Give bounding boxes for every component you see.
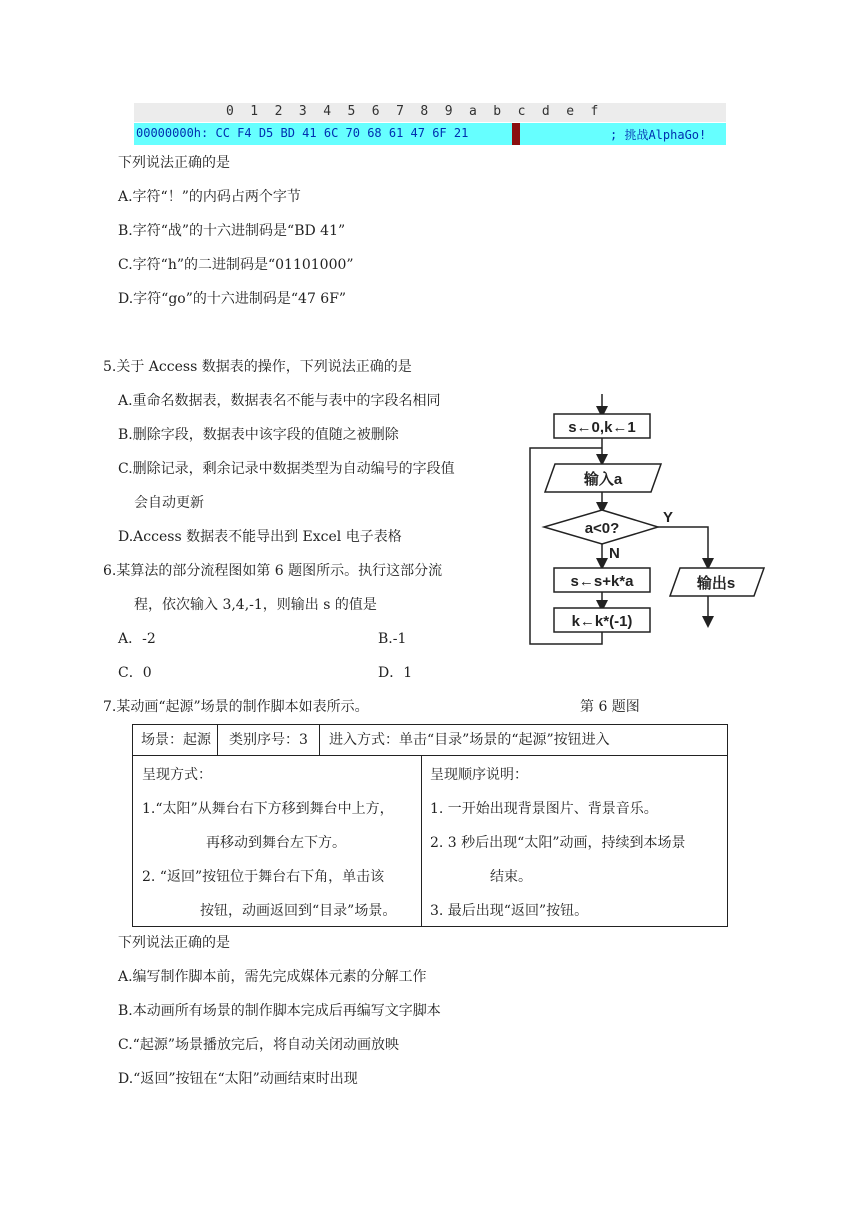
table-cell-category bbox=[217, 724, 320, 756]
presentation-title: 呈现方式： bbox=[142, 767, 212, 783]
hex-cursor bbox=[512, 123, 520, 145]
hex-column-digit: 1 bbox=[250, 104, 259, 119]
output-text: 输出s bbox=[696, 575, 736, 592]
q6-option-b: B.-1 bbox=[378, 631, 407, 647]
table-cell-entry bbox=[319, 724, 728, 756]
hex-column-digit: 3 bbox=[298, 104, 307, 119]
hex-column-digit: 0 bbox=[226, 104, 234, 119]
q7-option-d: D.“返回”按钮在“太阳”动画结束时出现 bbox=[118, 1071, 358, 1087]
hex-column-digit: f bbox=[590, 104, 599, 119]
table-cell-order bbox=[421, 755, 728, 927]
q5-stem: 5.关于 Access 数据表的操作，下列说法正确的是 bbox=[103, 359, 412, 375]
q7-option-a: A.编写制作脚本前，需先完成媒体元素的分解工作 bbox=[118, 969, 427, 985]
q6-stem-line2: 程，依次输入 3,4,-1，则输出 s 的值是 bbox=[134, 597, 377, 613]
hex-column-header bbox=[134, 103, 726, 122]
hex-column-digit: 9 bbox=[444, 104, 453, 119]
presentation-line-3: 2. “返回”按钮位于舞台右下角，单击该 bbox=[142, 869, 385, 885]
hex-ascii-text: ; 挑战AlphaGo! bbox=[610, 128, 707, 142]
q7-option-b: B.本动画所有场景的制作脚本完成后再编写文字脚本 bbox=[118, 1003, 441, 1019]
q4-stem: 下列说法正确的是 bbox=[118, 155, 230, 171]
q7-stem: 7.某动画“起源”场景的制作脚本如表所示。 bbox=[103, 699, 369, 715]
hex-column-digit: d bbox=[541, 104, 550, 119]
hex-column-digit: b bbox=[493, 104, 502, 119]
hex-column-digit: c bbox=[517, 104, 526, 119]
yes-branch-line bbox=[658, 527, 708, 564]
hex-column-digit: 2 bbox=[274, 104, 283, 119]
entry-label: 进入方式：单击“目录”场景的“起源”按钮进入 bbox=[329, 732, 610, 748]
order-line-3: 结束。 bbox=[490, 869, 532, 885]
q7-sub-stem: 下列说法正确的是 bbox=[118, 935, 230, 951]
presentation-line-1: 1.“太阳”从舞台右下方移到舞台中上方， bbox=[142, 801, 394, 817]
category-label: 类别序号：3 bbox=[229, 732, 308, 748]
flowchart bbox=[525, 388, 770, 650]
q5-option-b: B.删除字段，数据表中该字段的值随之被删除 bbox=[118, 427, 399, 443]
presentation-line-2: 再移动到舞台左下方。 bbox=[206, 835, 346, 851]
q4-option-c: C.字符“h”的二进制码是“01101000” bbox=[118, 257, 354, 273]
hex-data-row bbox=[134, 123, 726, 145]
hex-column-digit: 4 bbox=[323, 104, 332, 119]
q6-stem-line1: 6.某算法的部分流程图如第 6 题图所示。执行这部分流 bbox=[103, 563, 443, 579]
hex-column-digit: 6 bbox=[371, 104, 380, 119]
q6-option-c: C．0 bbox=[118, 665, 152, 681]
hex-address-bytes: 00000000h: CC F4 D5 BD 41 6C 70 68 61 47 6F 21 bbox=[136, 126, 469, 140]
step2-text: k←k*(-1) bbox=[571, 613, 633, 630]
order-line-1: 1. 一开始出现背景图片、背景音乐。 bbox=[430, 801, 658, 817]
q6-option-d: D．1 bbox=[378, 665, 413, 681]
hex-editor-strip bbox=[134, 103, 726, 145]
q5-option-c: C.删除记录，剩余记录中数据类型为自动编号的字段值 bbox=[118, 461, 455, 477]
hex-column-digit: e bbox=[566, 104, 575, 119]
scene-label: 场景：起源 bbox=[141, 732, 211, 748]
hex-column-digit: 5 bbox=[347, 104, 356, 119]
input-text: 输入a bbox=[583, 471, 623, 488]
q7-option-c: C.“起源”场景播放完后，将自动关闭动画放映 bbox=[118, 1037, 399, 1053]
hex-column-digit: 7 bbox=[396, 104, 404, 119]
yes-label: Y bbox=[663, 509, 674, 526]
q5-option-c-cont: 会自动更新 bbox=[134, 495, 204, 511]
presentation-line-4: 按钮，动画返回到“目录”场景。 bbox=[200, 903, 397, 919]
order-line-2: 2. 3 秒后出现“太阳”动画，持续到本场景 bbox=[430, 835, 686, 851]
order-title: 呈现顺序说明： bbox=[430, 767, 528, 783]
figure-caption: 第 6 题图 bbox=[580, 699, 640, 715]
scene-script-table bbox=[132, 724, 728, 927]
no-label: N bbox=[609, 545, 620, 562]
order-line-4: 3. 最后出现“返回”按钮。 bbox=[430, 903, 589, 919]
hex-column-digit: 8 bbox=[420, 104, 429, 119]
q4-option-d: D.字符“go”的十六进制码是“47 6F” bbox=[118, 291, 347, 307]
hex-column-digit: a bbox=[469, 104, 477, 119]
table-cell-presentation bbox=[132, 755, 422, 927]
q6-option-a: A．-2 bbox=[118, 631, 156, 647]
condition-text: a<0? bbox=[584, 520, 620, 537]
q5-option-a: A.重命名数据表，数据表名不能与表中的字段名相同 bbox=[118, 393, 441, 409]
q4-option-a: A.字符“！”的内码占两个字节 bbox=[118, 189, 301, 205]
q5-option-d: D.Access 数据表不能导出到 Excel 电子表格 bbox=[118, 529, 402, 545]
step1-text: s←s+k*a bbox=[570, 573, 634, 590]
table-cell-scene bbox=[132, 724, 218, 756]
q4-option-b: B.字符“战”的十六进制码是“BD 41” bbox=[118, 223, 346, 239]
init-text: s←0,k←1 bbox=[568, 419, 636, 436]
